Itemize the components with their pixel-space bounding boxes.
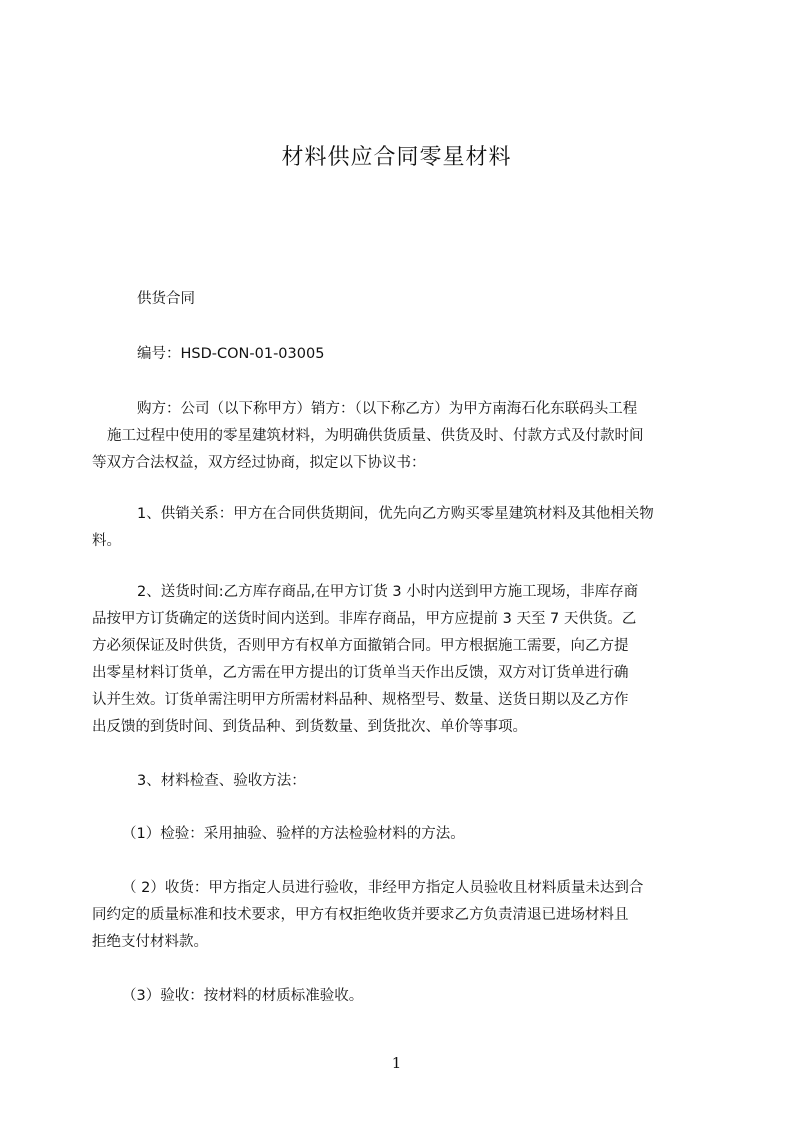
clause2-line: 出反馈的到货时间、到货品种、到货数量、到货批次、单价等事项。 (92, 719, 527, 735)
clause2-line: 方必须保证及时供货，否则甲方有权单方面撤销合同。甲方根据施工需要，向乙方提 (92, 638, 629, 654)
contract-number: 编号：HSD-CON-01-03005 (137, 346, 325, 362)
contract-heading: 供货合同 (137, 291, 195, 307)
intro-line: 施工过程中使用的零星建筑材料，为明确供货质量、供货及时、付款方式及付款时间 (107, 428, 644, 444)
clause2-line: 认并生效。订货单需注明甲方所需材料品种、规格型号、数量、送货日期以及乙方作 (92, 692, 629, 708)
intro-line: 等双方合法权益，双方经过协商，拟定以下协议书： (92, 455, 426, 471)
clause3-item-1: （1）检验：采用抽验、验样的方法检验材料的方法。 (122, 826, 465, 842)
clause1-line: 1、供销关系：甲方在合同供货期间，优先向乙方购买零星建筑材料及其他相关物 (137, 506, 654, 522)
clause1-line: 料。 (92, 533, 121, 549)
clause3-item-2-line: 同约定的质量标准和技术要求，甲方有权拒绝收货并要求乙方负责清退已进场材料且 (92, 907, 629, 923)
clause3-item-2-line: （ 2）收货：甲方指定人员进行验收，非经甲方指定人员验收且材料质量未达到合 (122, 880, 644, 896)
clause3-item-2-line: 拒绝支付材料款。 (92, 934, 208, 950)
intro-line: 购方：公司（以下称甲方）销方：（以下称乙方）为甲方南海石化东联码头工程 (137, 401, 638, 417)
document-title: 材料供应合同零星材料 (281, 145, 512, 170)
page-number: 1 (391, 1054, 402, 1072)
clause2-line: 品按甲方订货确定的送货时间内送到。非库存商品，甲方应提前 3 天至 7 天供货。乙 (92, 611, 637, 627)
clause3-item-3: （3）验收：按材料的材质标准验收。 (122, 988, 364, 1004)
clause3-heading: 3、材料检查、验收方法： (137, 773, 306, 789)
clause2-line: 2、送货时间:乙方库存商品,在甲方订货 3 小时内送到甲方施工现场，非库存商 (137, 584, 639, 600)
clause2-line: 出零星材料订货单，乙方需在甲方提出的订货单当天作出反馈，双方对订货单进行确 (92, 665, 629, 681)
